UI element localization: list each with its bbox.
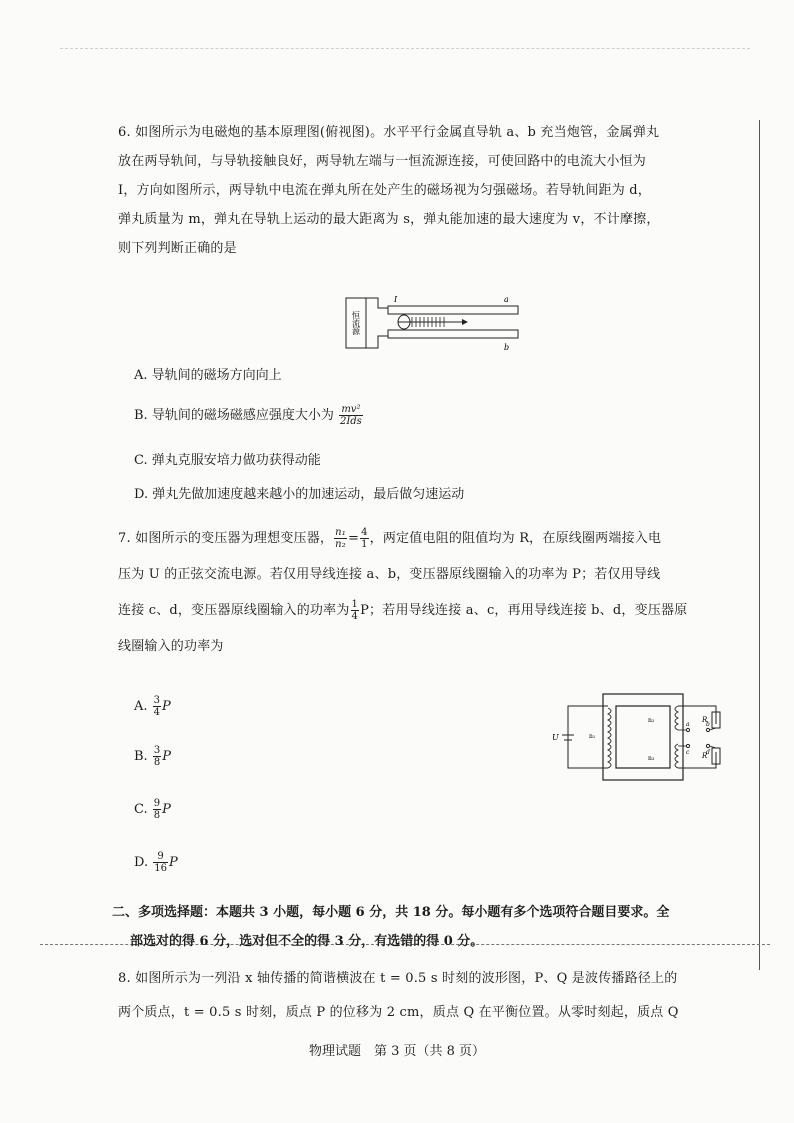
fraction-denominator: 8 — [153, 810, 161, 821]
question-6-line: 放在两导轨间，与导轨接触良好，两导轨左端与一恒流源连接，可使回路中的电流大小恒为 — [118, 154, 647, 169]
wire-top — [366, 298, 388, 308]
option-letter: D. — [134, 855, 149, 870]
question-8-stem — [118, 962, 744, 1030]
q6-option-c: C. 弹丸克服安培力做功获得动能 — [134, 453, 321, 468]
terminal-c-label: c — [686, 749, 690, 756]
q6-option-b-text: B. 导轨间的磁场磁感应强度大小为 — [134, 408, 334, 423]
margin-rule — [759, 120, 760, 970]
question-6-line: 6. 如图所示为电磁炮的基本原理图(俯视图)。水平平行金属直导轨 a、b 充当炮管，金属弹丸 — [118, 125, 660, 140]
option-fraction — [153, 745, 161, 768]
primary-coil — [608, 708, 611, 768]
option-variable: P — [162, 699, 171, 714]
coil-n3-label: n₃ — [648, 755, 655, 762]
question-6-line: 弹丸质量为 m，弹丸在导轨上运动的最大距离为 s，弹丸能加速的最大速度为 v，不计摩擦， — [118, 212, 660, 227]
terminal-a-label: a — [686, 721, 690, 728]
fraction-numerator: 9 — [153, 798, 161, 809]
question-7-stem — [118, 521, 744, 665]
fraction-numerator: mv² — [339, 404, 363, 416]
q7-option-a — [134, 695, 171, 718]
q7-line3-prefix: 连接 c、d，变压器原线圈输入的功率为 — [118, 603, 350, 618]
resistor-bottom-label: R — [702, 752, 708, 760]
primary-circuit — [568, 706, 608, 768]
fraction-denominator: 16 — [154, 863, 167, 874]
coil-n1-label: n₁ — [589, 733, 596, 740]
fraction-denominator: 2Ids — [339, 416, 362, 427]
rail-b-label: b — [504, 343, 510, 352]
q7-line3-suffix: P；若用导线连接 a、c，再用导线连接 b、d，变压器原 — [360, 603, 688, 618]
terminal-a — [686, 728, 689, 731]
question-8-line-1: 8. 如图所示为一列沿 x 轴传播的简谐横波在 t = 0.5 s 时刻的波形图，P、Q 是波传播路径上的 — [118, 971, 678, 986]
ratio-value-den: 1 — [361, 539, 368, 550]
turns-ratio-value — [360, 527, 369, 550]
section-2-line-1: 二、多项选择题：本题共 3 小题，每小题 6 分，共 18 分。每小题有多个选项符合题目要求。全 — [112, 905, 670, 920]
transformer-diagram — [548, 690, 738, 790]
q7-option-d — [134, 851, 178, 874]
terminal-b — [706, 728, 709, 731]
secondary-lower-circuit — [678, 752, 716, 768]
question-7-line-4: 线圈输入的功率为 — [118, 639, 224, 654]
terminal-d — [706, 744, 709, 747]
q6-option-b — [134, 404, 364, 427]
option-fraction — [153, 851, 168, 874]
question-7-line-3 — [118, 593, 744, 629]
option-fraction — [153, 798, 161, 821]
fraction-denominator: 4 — [153, 707, 161, 718]
fraction-denominator: 4 — [351, 611, 359, 622]
option-letter: C. — [134, 802, 148, 817]
terminal-d-label: d — [706, 749, 710, 756]
option-variable: P — [162, 749, 171, 764]
option-fraction — [153, 695, 161, 718]
question-8-line-2: 两个质点，t = 0.5 s 时刻，质点 P 的位移为 2 cm，质点 Q 在平衡位置。从零时刻起，质点 Q — [118, 1005, 679, 1020]
fraction-numerator: 1 — [351, 599, 359, 610]
q6-option-a: A. 导轨间的磁场方向向上 — [134, 368, 282, 383]
secondary-coil-n3 — [675, 744, 678, 768]
fraction-denominator: 8 — [153, 757, 161, 768]
ratio-n2: n₂ — [335, 539, 346, 550]
fraction-numerator: 3 — [153, 695, 161, 706]
top-dashed-rule — [60, 48, 750, 49]
q7-line1-suffix: ，两定值电阻的阻值均为 R，在原线圈两端接入电 — [369, 531, 662, 546]
q6-option-d: D. 弹丸先做加速度越来越小的加速运动，最后做匀速运动 — [134, 487, 465, 502]
terminal-b-label: b — [706, 721, 710, 728]
railgun-diagram — [338, 288, 528, 358]
question-6-stem — [118, 118, 744, 263]
q7-option-b — [134, 745, 171, 768]
q7-line1-prefix: 7. 如图所示的变压器为理想变压器， — [118, 531, 334, 546]
terminal-c — [686, 744, 689, 747]
ratio-n1: n₁ — [335, 527, 346, 538]
section-2-heading — [112, 898, 738, 956]
iron-core-outer — [603, 694, 683, 780]
resistor-top-label: R — [702, 716, 708, 724]
secondary-coil-n2 — [675, 706, 678, 730]
question-6-line: I，方向如图所示，两导轨中电流在弹丸所在处产生的磁场视为匀强磁场。若导轨间距为 d， — [118, 183, 651, 198]
rail-a — [388, 306, 518, 314]
fraction-numerator: 9 — [153, 851, 168, 863]
voltage-label: U — [552, 733, 559, 742]
turns-ratio — [334, 527, 347, 550]
page-footer: 物理试题 第 3 页（共 8 页） — [308, 1044, 486, 1059]
rail-a-label: a — [504, 295, 509, 304]
secondary-upper-circuit — [678, 706, 716, 724]
coil-n2-label: n₂ — [648, 717, 655, 724]
option-variable: P — [162, 802, 171, 817]
velocity-arrowhead — [462, 319, 468, 325]
q6-option-b-fraction — [339, 404, 363, 427]
rail-b — [388, 330, 518, 338]
ratio-value-num: 4 — [361, 527, 368, 538]
current-source-label: 恒流源 — [351, 311, 361, 335]
wire-bottom — [366, 336, 388, 348]
option-letter: A. — [134, 699, 148, 714]
current-label: I — [394, 295, 398, 304]
q7-option-c — [134, 798, 171, 821]
option-letter: B. — [134, 749, 148, 764]
question-6-line: 则下列判断正确的是 — [118, 241, 237, 256]
section-2-line-2: 部选对的得 6 分，选对但不全的得 3 分，有选错的得 0 分。 — [130, 934, 484, 949]
fraction-numerator: 3 — [153, 745, 161, 756]
iron-core-inner — [616, 706, 670, 768]
quarter-fraction — [351, 599, 360, 622]
ratio-equals: = — [348, 531, 360, 546]
question-7-line-1 — [118, 521, 744, 557]
question-7-line-2: 压为 U 的正弦交流电源。若仅用导线连接 a、b，变压器原线圈输入的功率为 P；若仅用导线 — [118, 567, 661, 582]
option-variable: P — [168, 855, 178, 870]
